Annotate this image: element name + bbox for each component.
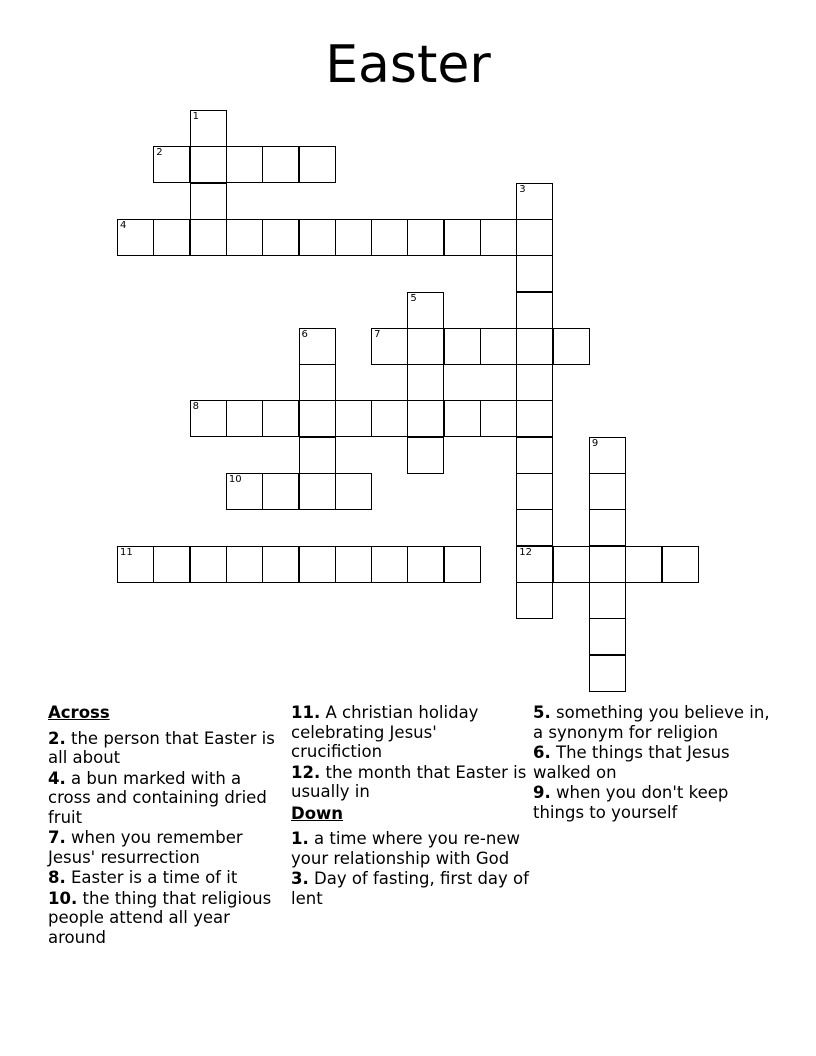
clue-across-8: 8. Easter is a time of it — [48, 868, 238, 887]
clue-column-2 — [291, 703, 531, 908]
crossword-cell[interactable] — [262, 473, 299, 510]
cell-number: 8 — [192, 401, 199, 413]
crossword-cell[interactable] — [299, 328, 336, 365]
crossword-cell[interactable] — [262, 546, 299, 583]
crossword-cell[interactable] — [190, 219, 227, 256]
crossword-cell[interactable] — [335, 473, 372, 510]
crossword-cell[interactable] — [516, 582, 553, 619]
clue-down-1: 1. a time where you re-new your relationship with God — [291, 829, 520, 868]
crossword-cell[interactable] — [516, 328, 553, 365]
crossword-cell[interactable] — [407, 400, 444, 437]
crossword-cell[interactable] — [299, 546, 336, 583]
crossword-cell[interactable] — [226, 473, 263, 510]
crossword-cell[interactable] — [226, 546, 263, 583]
crossword-cell[interactable] — [153, 146, 190, 183]
crossword-cell[interactable] — [153, 219, 190, 256]
clue-across-10: 10. the thing that religious people attend all year around — [48, 888, 272, 947]
crossword-cell[interactable] — [516, 255, 553, 292]
crossword-cell[interactable] — [516, 183, 553, 220]
crossword-cell[interactable] — [117, 219, 154, 256]
crossword-cell[interactable] — [299, 400, 336, 437]
puzzle-title: Easter — [325, 35, 491, 95]
crossword-cell[interactable] — [117, 546, 154, 583]
crossword-cell[interactable] — [262, 400, 299, 437]
across-heading: Across — [48, 703, 110, 722]
crossword-cell[interactable] — [516, 546, 553, 583]
cell-number: 2 — [156, 147, 163, 159]
clue-down-6: 6. The things that Jesus walked on — [533, 743, 730, 782]
crossword-cell[interactable] — [516, 364, 553, 401]
cell-number: 6 — [301, 328, 308, 340]
crossword-cell[interactable] — [299, 146, 336, 183]
cell-number: 10 — [228, 474, 242, 485]
crossword-cell[interactable] — [153, 546, 190, 583]
crossword-cell[interactable] — [299, 437, 336, 474]
crossword-cell[interactable] — [226, 219, 263, 256]
crossword-cell[interactable] — [589, 655, 626, 692]
crossword-cell[interactable] — [407, 437, 444, 474]
crossword-cell[interactable] — [407, 292, 444, 329]
crossword-cell[interactable] — [190, 110, 227, 147]
cell-number: 11 — [120, 546, 133, 558]
crossword-cell[interactable] — [516, 292, 553, 329]
cell-number: 3 — [519, 183, 526, 195]
crossword-cell[interactable] — [516, 473, 553, 510]
crossword-cell[interactable] — [589, 473, 626, 510]
crossword-cell[interactable] — [553, 546, 590, 583]
crossword-cell[interactable] — [335, 546, 372, 583]
cell-number: 1 — [192, 111, 199, 122]
clue-across-4: 4. a bun marked with a cross and containing dried fruit — [48, 768, 267, 827]
crossword-cell[interactable] — [662, 546, 699, 583]
crossword-cell[interactable] — [262, 146, 299, 183]
crossword-cell[interactable] — [516, 437, 553, 474]
crossword-cell[interactable] — [407, 364, 444, 401]
clue-down-5: 5. something you believe in, a synonym for religion — [533, 703, 770, 742]
clue-across-11: 11. A christian holiday celebrating Jesus' crucifiction — [291, 703, 479, 761]
clue-column-1 — [48, 703, 288, 947]
crossword-cell[interactable] — [299, 364, 336, 401]
crossword-cell[interactable] — [516, 509, 553, 546]
crossword-cell[interactable] — [516, 400, 553, 437]
crossword-cell[interactable] — [480, 400, 517, 437]
cell-number: 4 — [120, 219, 127, 231]
crossword-cell[interactable] — [190, 400, 227, 437]
crossword-cell[interactable] — [226, 400, 263, 437]
crossword-cell[interactable] — [589, 437, 626, 474]
crossword-cell[interactable] — [480, 328, 517, 365]
crossword-cell[interactable] — [553, 328, 590, 365]
crossword-cell[interactable] — [480, 219, 517, 256]
crossword-cell[interactable] — [299, 473, 336, 510]
cell-number: 7 — [374, 328, 381, 340]
clue-across-12: 12. the month that Easter is usually in — [291, 762, 527, 801]
crossword-cell[interactable] — [190, 146, 227, 183]
clue-across-2: 2. the person that Easter is all about — [48, 728, 275, 767]
crossword-cell[interactable] — [407, 546, 444, 583]
crossword-cell[interactable] — [335, 219, 372, 256]
clue-across-7: 7. when you remember Jesus' resurrection — [48, 828, 243, 867]
crossword-cell[interactable] — [444, 546, 481, 583]
crossword-cell[interactable] — [625, 546, 662, 583]
crossword-cell[interactable] — [589, 582, 626, 619]
crossword-cell[interactable] — [371, 546, 408, 583]
crossword-cell[interactable] — [444, 328, 481, 365]
crossword-cell[interactable] — [589, 618, 626, 655]
crossword-cell[interactable] — [589, 546, 626, 583]
crossword-cell[interactable] — [299, 219, 336, 256]
crossword-cell[interactable] — [371, 328, 408, 365]
crossword-cell[interactable] — [444, 400, 481, 437]
crossword-cell[interactable] — [262, 219, 299, 256]
crossword-cell[interactable] — [589, 509, 626, 546]
crossword-cell[interactable] — [407, 219, 444, 256]
crossword-cell[interactable] — [335, 400, 372, 437]
crossword-cell[interactable] — [371, 219, 408, 256]
crossword-cell[interactable] — [190, 546, 227, 583]
down-heading: Down — [291, 803, 344, 823]
crossword-cell[interactable] — [444, 219, 481, 256]
cell-number: 9 — [591, 437, 599, 449]
crossword-cell[interactable] — [226, 146, 263, 183]
cell-number: 12 — [519, 546, 533, 558]
crossword-cell[interactable] — [516, 219, 553, 256]
crossword-cell[interactable] — [190, 183, 227, 220]
clue-down-3: 3. Day of fasting, first day of lent — [291, 869, 529, 908]
crossword-cell[interactable] — [371, 400, 408, 437]
clue-down-9: 9. when you don't keep things to yourself — [533, 783, 729, 822]
cell-number: 5 — [410, 292, 417, 304]
clue-column-3 — [533, 703, 773, 822]
crossword-cell[interactable] — [407, 328, 444, 365]
